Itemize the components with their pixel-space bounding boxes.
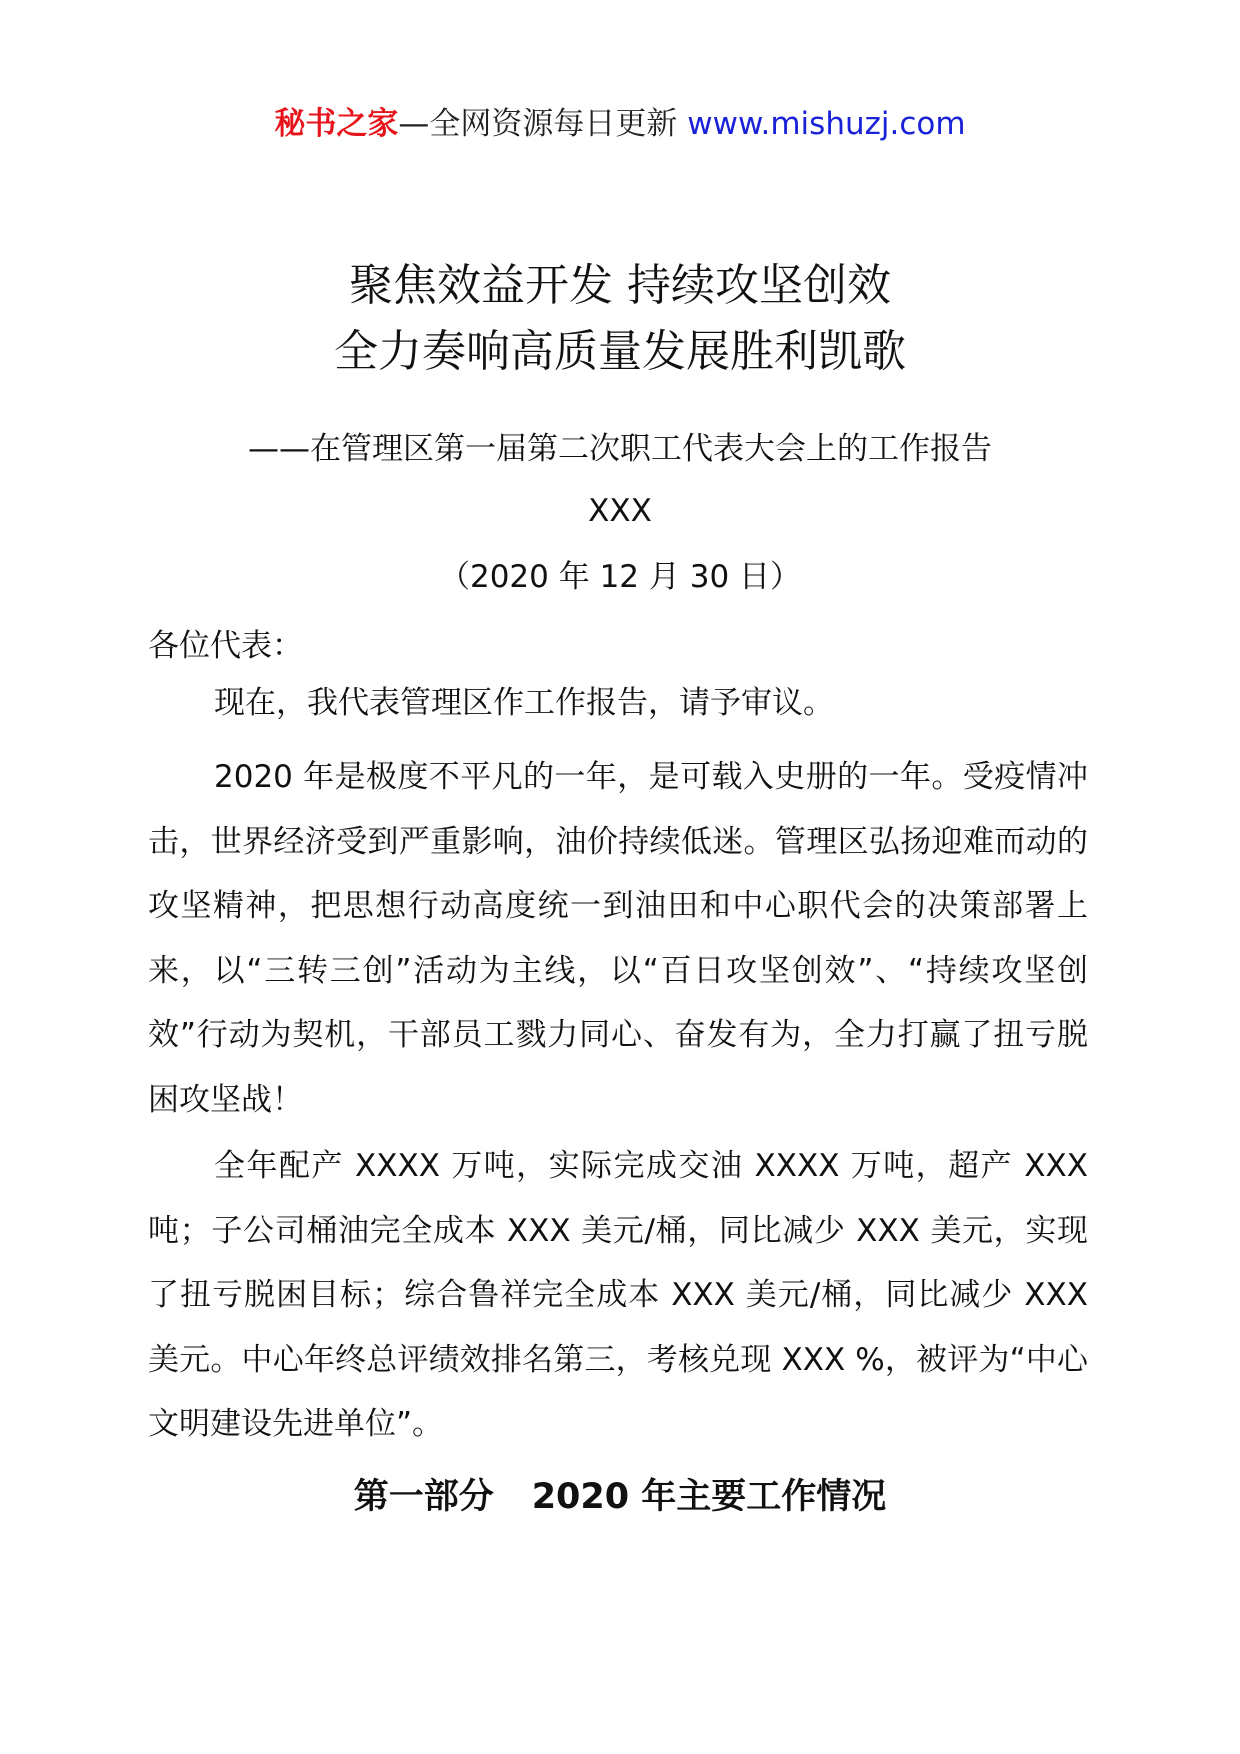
paragraph-intro: 现在，我代表管理区作工作报告，请予审议。 — [214, 685, 834, 721]
site-banner — [0, 104, 1240, 144]
section-heading-part: 第一部分 — [353, 1477, 494, 1517]
paragraph-results: 全年配产 XXXX 万吨，实际完成交油 XXXX 万吨，超产 XXX 吨；子公司桶油完全成本 XXX 美元/桶，同比减少 XXX 美元，实现了扭亏脱困目标；综合鲁祥完全成本 XXX 美元/桶，同比减少 XXX 美元。中心年终总评绩效排名第三，考核兑现 XXX %，被评为“中心文明建设先进单位”。 — [148, 1148, 1088, 1442]
banner-dash: — — [398, 106, 430, 142]
banner-slogan: 全网资源每日更新 — [429, 106, 688, 142]
report-title-line-2: 全力奏响高质量发展胜利凯歌 — [334, 326, 906, 377]
banner-brand: 秘书之家 — [274, 106, 399, 142]
salutation: 各位代表： — [148, 628, 303, 664]
banner-url-link[interactable]: www.mishuzj.com — [687, 106, 966, 142]
section-heading — [0, 1475, 1240, 1519]
report-title-line-1: 聚焦效益开发 持续攻坚创效 — [349, 260, 891, 311]
report-subtitle: ——在管理区第一届第二次职工代表大会上的工作报告 — [248, 431, 992, 467]
report-date: （2020 年 12 月 30 日） — [438, 559, 802, 595]
section-heading-text: 2020 年主要工作情况 — [531, 1477, 887, 1517]
paragraph-overview: 2020 年是极度不平凡的一年，是可载入史册的一年。受疫情冲击，世界经济受到严重影响，油价持续低迷。管理区弘扬迎难而动的攻坚精神，把思想行动高度统一到油田和中心职代会的决策部署上来，以“三转三创”活动为主线，以“百日攻坚创效”、“持续攻坚创效”行动为契机，干部员工戮力同心、奋发有为，全力打赢了扭亏脱困攻坚战！ — [148, 759, 1088, 1118]
report-author: XXX — [588, 493, 652, 529]
